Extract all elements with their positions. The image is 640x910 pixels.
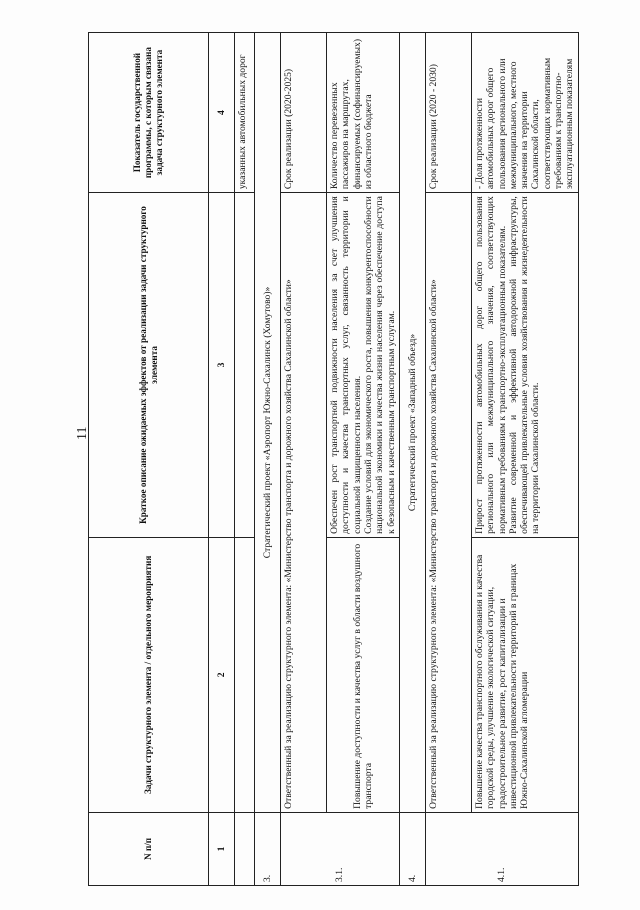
section-4-item-row — [471, 33, 578, 886]
col-num-4: 4 — [209, 33, 235, 193]
continuation-row — [235, 33, 255, 886]
section-4-indicator: - Доля протяженности автомобильных дорог общего пользования регионального или межмуниципального, местного значения на территории Сахалинской области, соответствующих нормативным требованиям к транспортно-эксплуатационным показателям — [471, 33, 578, 193]
section-3-term: Срок реализации (2020-2025) — [281, 33, 327, 193]
section-4-term: Срок реализации (2020 - 2030) — [425, 33, 471, 193]
section-4-task: Повышение качества транспортного обслуживания и качества городской среды, улучшение экологической ситуации, градостроительное развитие, рост капитализации и инвестиционной привлекательности территорий в границах Южно-Сахалинской агломерации — [471, 537, 578, 812]
section-3-item-row — [327, 33, 400, 886]
section-4-number: 4. — [399, 812, 425, 885]
page-number: 11 — [75, 426, 90, 440]
section-3-effect: Обеспечен рост транспортной подвижности населения за счет улучшения доступности и качества транспортных услуг, связанность территории и социальной защищенности населения. Создание условий для экономического роста, повышения конкурентоспособности национальной экономики и качества жизни населения через обеспечение доступа к безопасным и качественным транспортным услугам. — [327, 193, 400, 538]
section-3-responsible-row — [281, 33, 327, 886]
section-3-responsible: Ответственный за реализацию структурного элемента: «Министерство транспорта и дорожного хозяйства Сахалинской области» — [281, 193, 327, 813]
section-4-effect: Прирост протяженности автомобильных дорог общего пользования регионального или межмуниципального значения, соответствующих нормативным требованиям к транспортно-эксплуатационным показателям. Развитие современной и эффективной автодорожной инфраструктуры, обеспечивающей привлекательные условия хозяйствования и жизнедеятельности на территории Сахалинской области. — [471, 193, 578, 538]
col-num-2: 2 — [209, 537, 235, 812]
header-tasks: Задачи структурного элемента / отдельного мероприятия — [89, 537, 209, 812]
section-4-responsible: Ответственный за реализацию структурного элемента: «Министерство транспорта и дорожного хозяйства Сахалинской области» — [425, 193, 471, 813]
section-3-title-row — [255, 33, 281, 886]
column-number-row — [209, 33, 235, 886]
section-4-title: Стратегический проект «Западный объезд» — [399, 33, 425, 813]
section-3-number: 3. — [255, 812, 281, 885]
section-3-title: Стратегический проект «Аэропорт Южно-Сахалинск (Хомутово)» — [255, 33, 281, 813]
col-num-1: 1 — [209, 812, 235, 885]
header-indicators: Показатель государственной программы, с которым связана задача структурного элемента — [89, 33, 209, 193]
section-4-responsible-row — [425, 33, 471, 886]
section-4-item-number: 4.1. — [425, 812, 578, 885]
header-effects: Краткое описание ожидаемых эффектов от реализации задачи структурного элемента — [89, 193, 209, 538]
structural-elements-table — [88, 32, 579, 886]
section-3-task: Повышение доступности и качества услуг в области воздушного транспорта — [327, 537, 400, 812]
col-num-3: 3 — [209, 193, 235, 538]
section-4-title-row — [399, 33, 425, 886]
section-3-item-number: 3.1. — [281, 812, 400, 885]
header-number: N п/п — [89, 812, 209, 885]
document-table-rotated — [88, 32, 578, 886]
continuation-text: указанных автомобильных дорог — [235, 33, 255, 193]
section-3-indicator: Количество перевезенных пассажиров на маршрутах, финансируемых (софинансируемых) из областного бюджета — [327, 33, 400, 193]
header-row — [89, 33, 209, 886]
